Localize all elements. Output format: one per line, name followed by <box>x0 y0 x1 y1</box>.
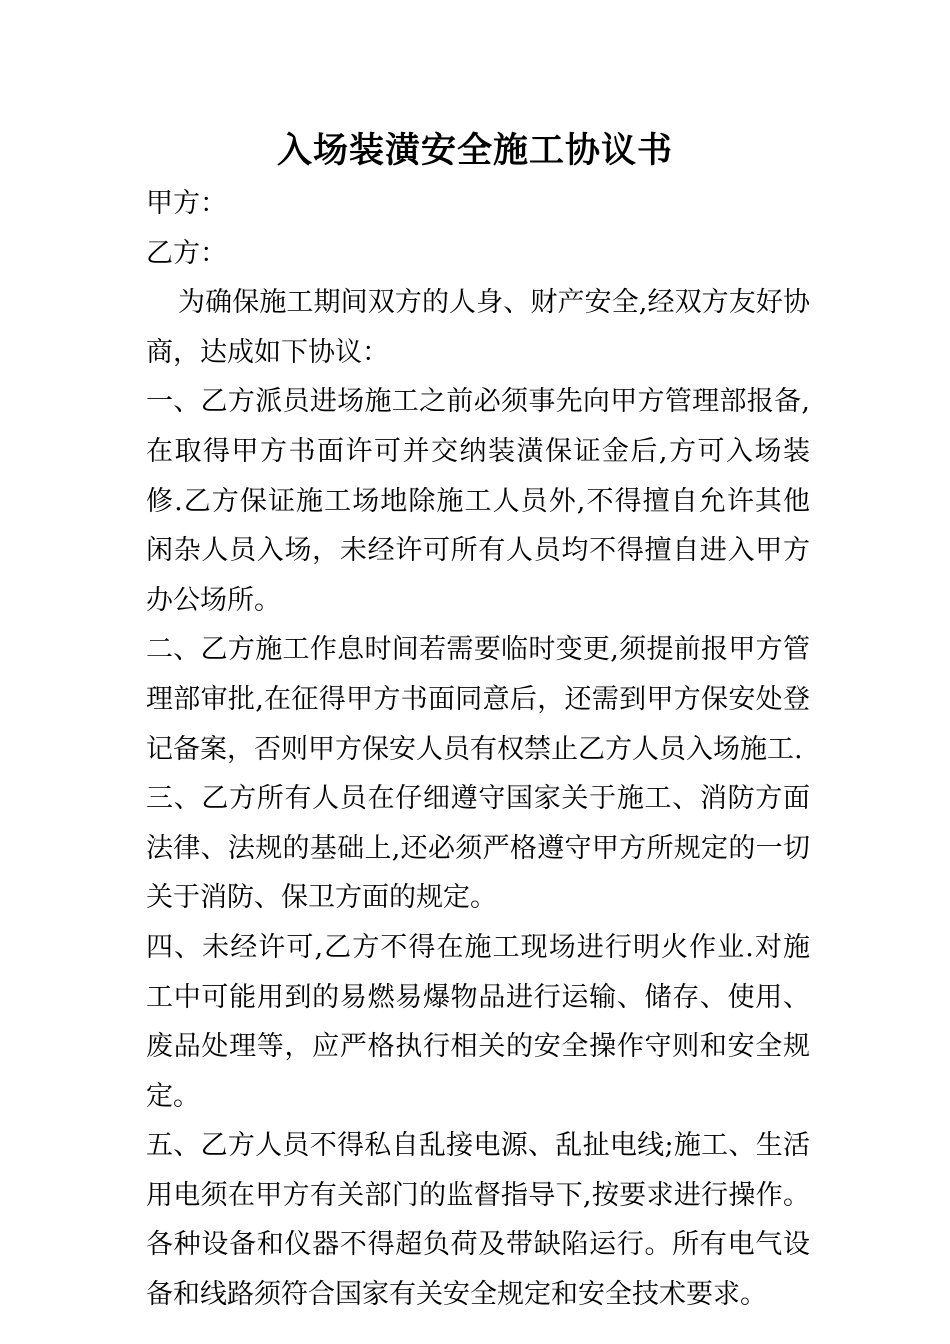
intro-paragraph: 为确保施工期间双方的人身、财产安全,经双方友好协商，达成如下协议： <box>146 287 810 368</box>
clause-5: 五、乙方人员不得私自乱接电源、乱扯电线;施工、生活用电须在甲方有关部门的监督指导下,按要求进行操作。各种设备和仪器不得超负荷及带缺陷运行。所有电气设备和线路须符合国家有关安全规定和安全技术要求。 <box>146 1130 810 1311</box>
party-a-label: 甲方： <box>146 188 227 219</box>
clause-1: 一、乙方派员进场施工之前必须事先向甲方管理部报备,在取得甲方书面许可并交纳装潢保证金后,方可入场装修.乙方保证施工场地除施工人员外,不得擅自允许其他闲杂人员入场，未经许可所有人员均不得擅自进入甲方办公场所。 <box>146 386 810 616</box>
document-title: 入场装潢安全施工协议书 <box>276 130 673 171</box>
clause-4: 四、未经许可,乙方不得在施工现场进行明火作业.对施工中可能用到的易燃易爆物品进行运输、储存、使用、废品处理等，应严格执行相关的安全操作守则和安全规定。 <box>146 931 810 1112</box>
clause-3: 三、乙方所有人员在仔细遵守国家关于施工、消防方面法律、法规的基础上,还必须严格遵守甲方所规定的一切关于消防、保卫方面的规定。 <box>146 783 810 914</box>
party-b-label: 乙方： <box>146 237 227 269</box>
clause-2: 二、乙方施工作息时间若需要临时变更,须提前报甲方管理部审批,在征得甲方书面同意后，还需到甲方保安处登记备案，否则甲方保安人员有权禁止乙方人员入场施工. <box>146 634 810 765</box>
document-body <box>146 179 810 1320</box>
